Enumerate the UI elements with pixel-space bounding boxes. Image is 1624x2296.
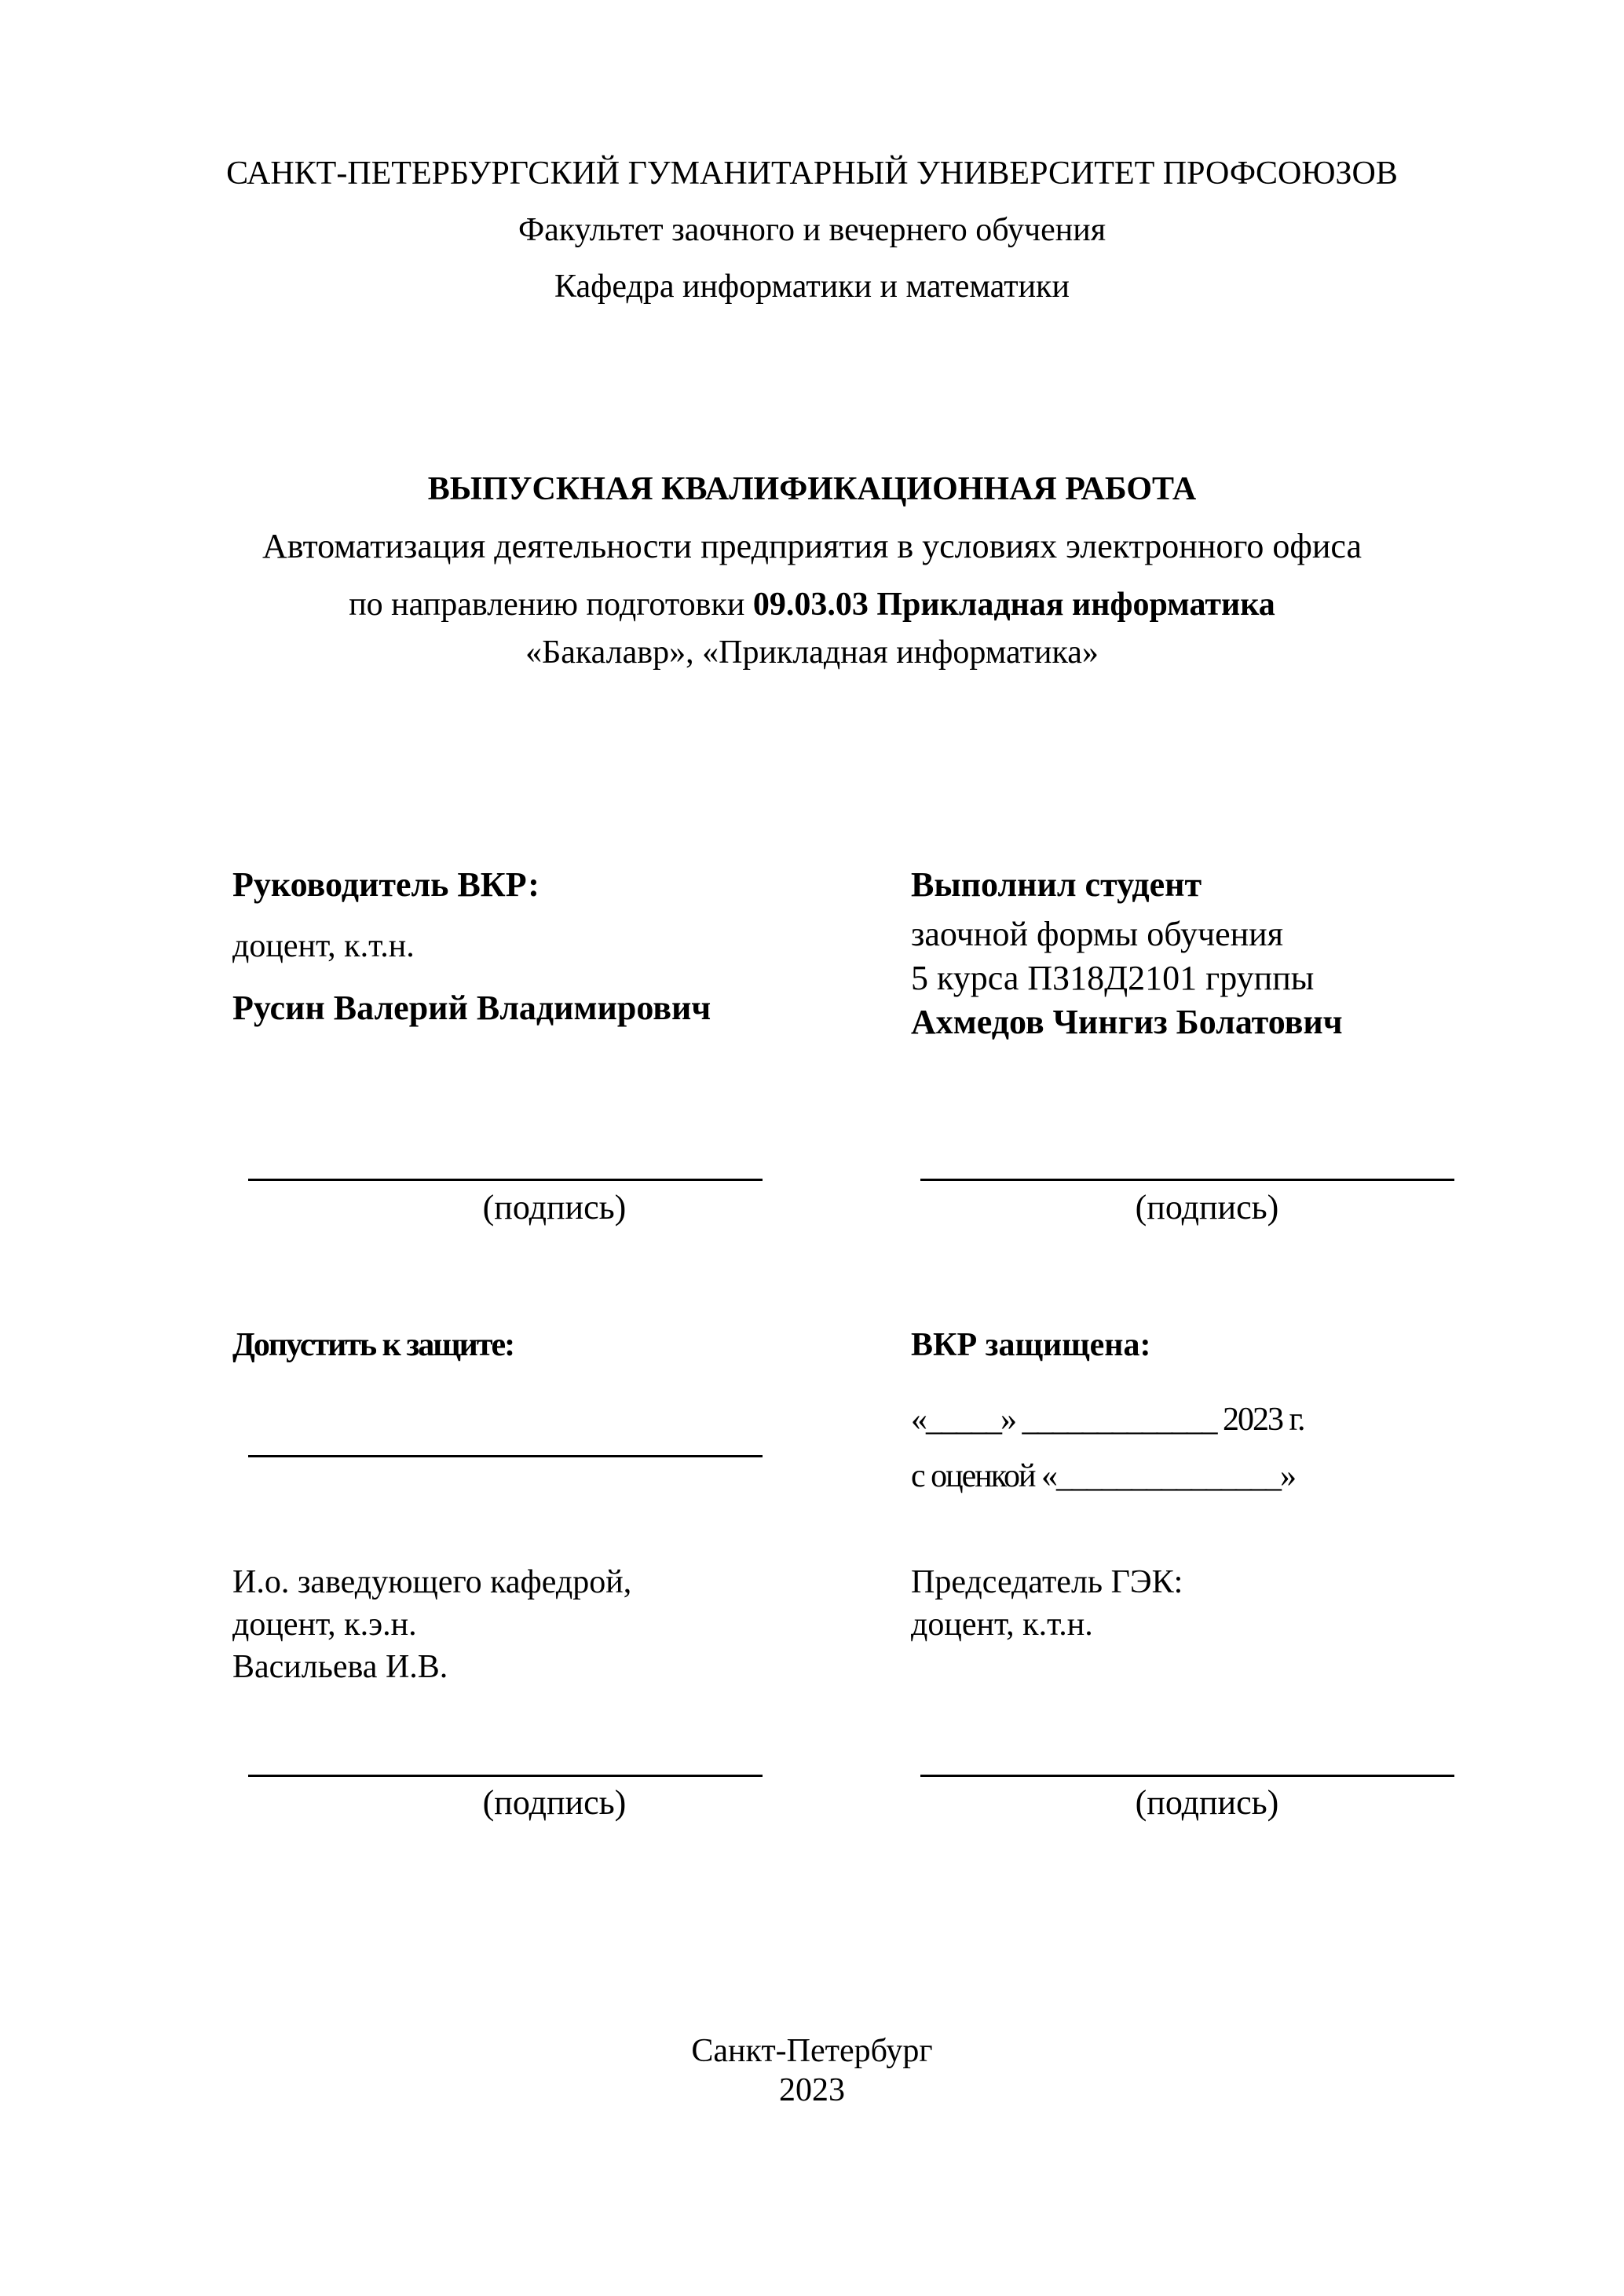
department-name: Кафедра информатики и математики	[554, 269, 1070, 305]
direction-code: 09.03.03 Прикладная информатика	[752, 587, 1275, 623]
supervisor-heading: Руководитель ВКР:	[232, 865, 540, 904]
defense-date-line: «_____» _____________ 2023 г.	[911, 1402, 1304, 1438]
student-name: Ахмедов Чингиз Болатович	[911, 1003, 1343, 1041]
admission-heading: Допустить к защите:	[232, 1327, 514, 1363]
chairman-signature-caption: (подпись)	[1135, 1783, 1279, 1822]
student-heading: Выполнил студент	[911, 865, 1202, 904]
degree-line: «Бакалавр», «Прикладная информатика»	[525, 634, 1099, 671]
supervisor-signature-line	[248, 1179, 763, 1181]
supervisor-signature-caption: (подпись)	[482, 1188, 627, 1227]
head-of-department-name: Васильева И.В.	[232, 1649, 448, 1685]
chairman-degree: доцент, к.т.н.	[911, 1607, 1093, 1643]
defense-grade-line: с оценкой «_______________»	[911, 1458, 1295, 1494]
head-signature-caption: (подпись)	[482, 1783, 627, 1822]
student-form: заочной формы обучения	[911, 915, 1283, 953]
footer-city: Санкт-Петербург	[691, 2033, 933, 2069]
head-of-department-title: И.о. заведующего кафедрой,	[232, 1564, 632, 1600]
work-type-title: ВЫПУСКНАЯ КВАЛИФИКАЦИОННАЯ РАБОТА	[427, 471, 1197, 507]
student-signature-caption: (подпись)	[1135, 1188, 1279, 1227]
supervisor-position: доцент, к.т.н.	[232, 928, 415, 964]
supervisor-name: Русин Валерий Владимирович	[232, 989, 711, 1027]
chairman-signature-line	[920, 1775, 1454, 1777]
chairman-title: Председатель ГЭК:	[911, 1564, 1183, 1600]
faculty-name: Факультет заочного и вечернего обучения	[518, 212, 1106, 248]
defense-heading: ВКР защищена:	[911, 1327, 1151, 1363]
head-of-department-degree: доцент, к.э.н.	[232, 1607, 417, 1643]
thesis-topic: Автоматизация деятельности предприятия в условиях электронного офиса	[262, 527, 1362, 565]
footer-year: 2023	[779, 2072, 845, 2108]
direction-prefix: по направлению подготовки	[349, 587, 753, 623]
head-signature-line	[248, 1775, 763, 1777]
university-name: САНКТ-ПЕТЕРБУРГСКИЙ ГУМАНИТАРНЫЙ УНИВЕРСИТЕТ ПРОФСОЮЗОВ	[226, 155, 1398, 192]
student-signature-line	[920, 1179, 1454, 1181]
direction-line	[0, 585, 1624, 624]
admission-signature-line	[248, 1455, 763, 1457]
student-group: 5 курса ПЗ18Д2101 группы	[911, 959, 1315, 997]
